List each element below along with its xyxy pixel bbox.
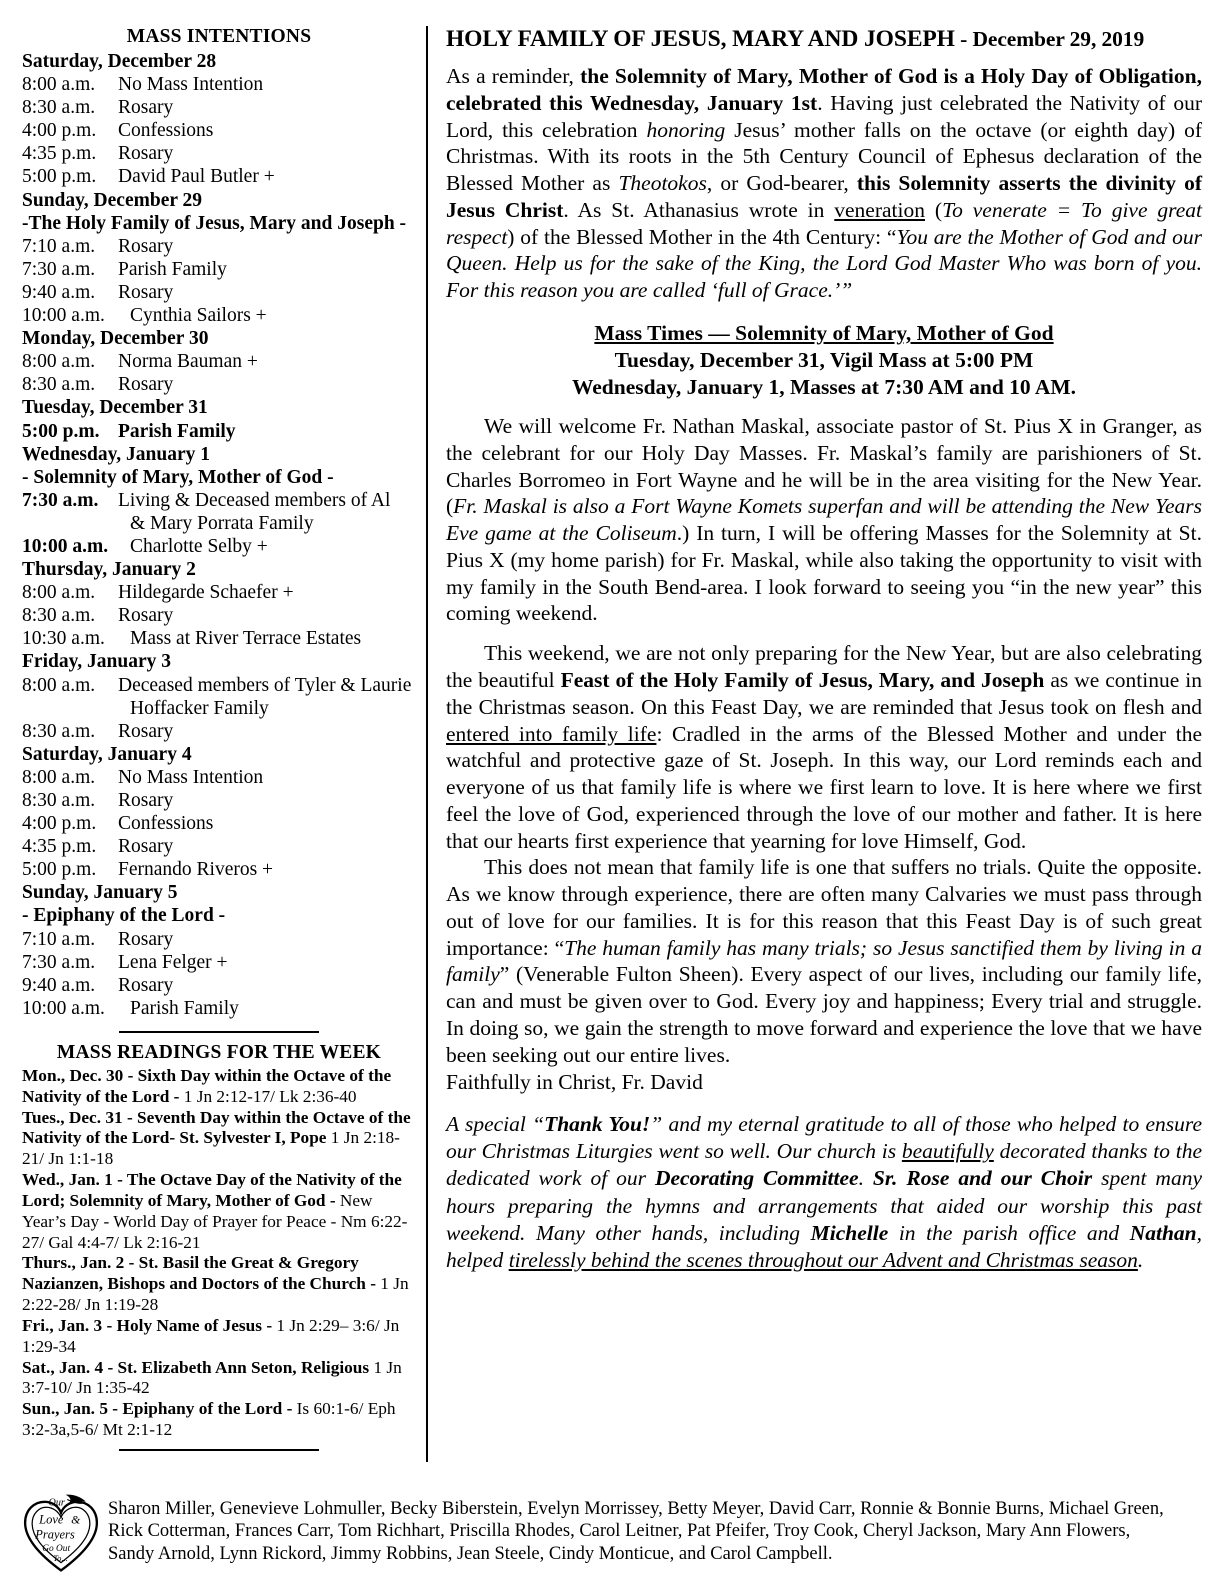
mass-intention-time: 5:00 p.m. [22, 166, 97, 188]
mass-reading-title: Fri., Jan. 3 - Holy Name of Jesus - [22, 1315, 277, 1335]
prayer-name-line: Sharon Miller, Genevieve Lohmuller, Becky Biberstein, Evelyn Morrissey, Betty Meyer, David Carr, Ronnie & Bonnie Burns, Michael Green, [108, 1499, 1164, 1519]
mass-intention-row [22, 604, 416, 627]
text-run: in the parish office and [888, 1220, 1130, 1245]
mass-intention-day-subtitle: - Solemnity of Mary, Mother of God - [22, 466, 334, 488]
mass-reading-item [22, 1358, 416, 1400]
paragraph-thank-you [446, 1111, 1202, 1273]
mass-times-line-2: Wednesday, January 1, Masses at 7:30 AM and 10 AM. [571, 375, 1077, 400]
mass-intention-row [22, 73, 416, 96]
mass-intention-description: Charlotte Selby + [130, 535, 268, 557]
mass-intention-description: Rosary [118, 974, 174, 996]
mass-intention-description: Confessions [118, 120, 214, 142]
text-run: .) In turn, I will be offering Masses for the Solemnity at St. Pius X (my home parish) for Fr. Maskal, while also taking the opportunity to visit with my family in the South Bend-area. I look forward to seeing you “in the new year” this coming weekend. [446, 521, 1202, 626]
text-run: : Cradled in the arms of the Blessed Mother and under the watchful and protective gaze of St. Joseph. In this way, our Lord reminds each and everyone of us that family life is where we first learn to love. It is here where we first feel the love of God, experienced through the love of our mother and father. It is here that our hearts first experience that yearning for love Himself, God. [446, 721, 1202, 853]
text-run: As a reminder, [446, 64, 581, 88]
mass-reading-title: Sat., Jan. 4 - St. Elizabeth Ann Seton, Religious [22, 1357, 374, 1377]
text-run: ” and my eternal gratitude to all of those who helped to ensure our Christmas Liturgies went so well. Our church is [446, 1112, 1202, 1164]
masthead [446, 26, 1202, 53]
mass-intention-description: Rosary [118, 720, 174, 742]
mass-intention-day-heading: Thursday, January 2 [22, 559, 196, 581]
logo-text-love: Love [39, 1512, 64, 1527]
text-run: , or God-bearer, [706, 171, 857, 196]
mass-intention-description: Lena Felger + [118, 951, 228, 973]
prayer-name-line: Rick Cotterman, Frances Carr, Tom Richhart, Priscilla Rhodes, Carol Leitner, Pat Pfeifer, Troy Cook, Cheryl Jackson, Mary Ann Flowers, [108, 1521, 1131, 1542]
text-run: Thank You! [544, 1112, 651, 1137]
mass-intention-day-subtitle: -The Holy Family of Jesus, Mary and Joseph - [22, 212, 407, 234]
mass-intention-day-subtitle: - Epiphany of the Lord - [22, 905, 226, 927]
mass-reading-item [22, 1253, 416, 1315]
mass-intention-time: 8:30 a.m. [22, 790, 96, 811]
mass-intention-row [22, 928, 416, 951]
mass-reading-item [22, 1170, 416, 1253]
mass-intention-description: Deceased members of Tyler & Laurie [118, 674, 412, 696]
text-run: this Solemnity asserts the divinity of Jesus Christ [446, 171, 1203, 222]
mass-intention-day-heading: Tuesday, December 31 [22, 397, 208, 419]
mass-intention-time: 4:35 p.m. [22, 836, 97, 858]
text-run: Jesus’ mother falls on the octave (or eighth day) of Christmas. With its roots in the 5th Century Council of Ephesus declaration of the Blessed Mother as [446, 117, 1202, 196]
mass-intention-time: 7:30 a.m. [22, 489, 99, 511]
mass-intention-description: Parish Family [118, 258, 227, 280]
mass-intention-description: Hildegarde Schaefer + [118, 582, 294, 604]
mass-intention-description: Rosary [118, 790, 174, 811]
pastor-signature: Faithfully in Christ, Fr. David [446, 1069, 703, 1094]
text-run: Feast of the Holy Family of Jesus, Mary, and Joseph [560, 668, 1045, 693]
text-run: A special “ [446, 1112, 545, 1137]
mass-intention-description: Rosary [118, 97, 174, 119]
mass-intention-time: 10:00 a.m. [22, 997, 105, 1019]
section-divider-rule [119, 1031, 319, 1033]
prayer-list-footer [22, 1492, 1202, 1574]
text-run: Nathan [1129, 1220, 1197, 1245]
mass-intention-description: David Paul Butler + [118, 166, 275, 188]
mass-intention-time: 4:00 p.m. [22, 813, 97, 835]
mass-intention-description: No Mass Intention [118, 766, 264, 788]
mass-intention-row [22, 627, 416, 650]
mass-intention-row [22, 165, 416, 188]
mass-intention-description: Norma Bauman + [118, 351, 258, 373]
mass-intention-description: Rosary [118, 836, 174, 858]
mass-intention-description-continued: & Mary Porrata Family [130, 512, 314, 534]
mass-intention-day-heading: Sunday, December 29 [22, 189, 203, 211]
column-divider [426, 26, 428, 1462]
logo-text-our: Our [48, 1497, 65, 1509]
mass-reading-citation: 1 Jn 3:7-10/ Jn 1:35-42 [22, 1357, 402, 1398]
mass-intention-row [22, 720, 416, 743]
mass-reading-citation: 1 Jn 2:22-28/ Jn 1:19-28 [22, 1274, 409, 1315]
paragraph-solemnity-reminder [446, 63, 1202, 304]
mass-intention-row [22, 420, 416, 443]
mass-reading-title: Tues., Dec. 31 - Seventh Day within the Octave of the Nativity of the Lord- St. Sylvester I, Pope [22, 1107, 411, 1148]
text-run: . As St. Athanasius wrote in [563, 197, 835, 222]
text-run: Sr. Rose and our Choir [872, 1166, 1093, 1191]
mass-intention-description: Rosary [118, 143, 174, 165]
mass-intention-description: Rosary [118, 928, 174, 950]
mass-reading-title: Wed., Jan. 1 - The Octave Day of the Nativity of the Lord; Solemnity of Mary, Mother of God - [22, 1170, 402, 1210]
mass-intention-description: Parish Family [118, 420, 236, 442]
mass-readings-list [22, 1066, 416, 1441]
text-run: Decorating Committee [654, 1166, 859, 1191]
mass-reading-citation: New Year’s Day - World Day of Prayer for Peace - Nm 6:22-27/ Gal 4:4-7/ Lk 2:16-21 [22, 1190, 408, 1252]
text-run: This does not mean that family life is one that suffers no trials. Quite the opposite. As we know through experience, there are often many Calvaries we must pass through out of love for our families. It is for this reason that this Feast Day is of such great importance: “ [446, 855, 1202, 960]
mass-intention-day-heading: Wednesday, January 1 [22, 443, 211, 465]
mass-intention-time: 8:30 a.m. [22, 720, 96, 742]
mass-intention-time: 7:30 a.m. [22, 951, 96, 973]
text-run: . [1137, 1247, 1144, 1272]
mass-intention-row [22, 997, 416, 1020]
mass-intention-time: 8:00 a.m. [22, 74, 96, 96]
mass-intention-time: 5:00 p.m. [22, 859, 97, 881]
mass-reading-item [22, 1399, 416, 1441]
mass-intention-description: Rosary [118, 374, 174, 396]
mass-reading-title: Thurs., Jan. 2 - St. Basil the Great & Gregory Nazianzen, Bishops and Doctors of the Church - [22, 1253, 381, 1294]
mass-intention-time: 7:10 a.m. [22, 928, 96, 950]
text-run: ( [925, 197, 943, 222]
mass-reading-citation: 1 Jn 2:29– 3:6/ Jn 1:29-34 [22, 1315, 400, 1356]
mass-intention-row [22, 304, 416, 327]
mass-intention-time: 9:40 a.m. [22, 281, 96, 303]
mass-intention-row [22, 974, 416, 997]
text-run: You are the Mother of God and our Queen. Help us for the sake of the King, the Lord God Master Who was born of you. For this reason you are called ‘full of Grace.’” [446, 224, 1202, 303]
logo-text-go-out: Go Out [42, 1543, 71, 1554]
mass-intention-day-heading: Sunday, January 5 [22, 882, 178, 904]
mass-intention-row [22, 951, 416, 974]
paragraph-family-trials [446, 854, 1202, 1068]
masthead-title: HOLY FAMILY OF JESUS, MARY AND JOSEPH [446, 26, 955, 52]
text-run: the Solemnity of Mary, Mother of God is a Holy Day of Obligation, celebrated this Wednesday, January 1st [446, 64, 1202, 115]
mass-times-line-1: Tuesday, December 31, Vigil Mass at 5:00 PM [614, 347, 1034, 372]
mass-intention-row [22, 350, 416, 373]
mass-intention-row [22, 674, 416, 697]
mass-intention-time: 10:00 a.m. [22, 305, 105, 327]
mass-reading-item [22, 1066, 416, 1108]
text-run: veneration [834, 197, 926, 222]
text-run: The human family has many trials; so Jesus sanctified them by living in a family [446, 935, 1202, 987]
mass-intention-time: 4:35 p.m. [22, 143, 97, 165]
mass-intention-row [22, 258, 416, 281]
mass-intention-description: No Mass Intention [118, 74, 264, 96]
text-run: We will welcome Fr. Nathan Maskal, associate pastor of St. Pius X in Granger, as the celebrant for our Holy Day Masses. Fr. Maskal’s family are parishioners of St. Charles Borromeo in Fort Wayne and he will be in the area visiting for the New Year. ( [446, 414, 1202, 519]
text-run: beautifully [901, 1139, 994, 1164]
text-run: ” (Venerable Fulton Sheen). Every aspect of our lives, including our family life, can and must be given over to God. Every joy and happiness; Every trial and struggle. In doing so, we gain the strength to move forward and experience the love that we have been seeking out our entire lives. [446, 962, 1202, 1067]
mass-intention-time: 8:30 a.m. [22, 97, 96, 119]
mass-times-heading: Mass Times — Solemnity of Mary, Mother of God [594, 320, 1054, 345]
mass-intention-row [22, 489, 416, 512]
mass-intention-day-heading: Saturday, December 28 [22, 51, 217, 72]
logo-text-prayers: Prayers [35, 1527, 75, 1542]
mass-intention-description: Rosary [118, 281, 174, 303]
mass-intention-description: Rosary [118, 605, 174, 627]
text-run: spent many hours preparing the hymns and arrangements that aided our worship this past weekend. Many other hands, including [446, 1166, 1203, 1245]
mass-intention-row [22, 119, 416, 142]
mass-intention-row [22, 373, 416, 396]
mass-intention-time: 8:00 a.m. [22, 351, 96, 373]
mass-intention-description: Parish Family [130, 997, 239, 1019]
mass-reading-item [22, 1316, 416, 1358]
right-column [442, 26, 1202, 1274]
mass-intention-row [22, 581, 416, 604]
mass-intention-description-continued: Hoffacker Family [130, 697, 269, 719]
mass-intention-time: 8:00 a.m. [22, 674, 96, 696]
mass-intention-time: 10:00 a.m. [22, 535, 109, 557]
mass-intention-row [22, 835, 416, 858]
mass-reading-citation: Is 60:1-6/ Eph 3:2-3a,5-6/ Mt 2:1-12 [22, 1399, 396, 1440]
paragraph-holy-family-feast [446, 640, 1202, 854]
text-run: decorated thanks to the dedicated work of our [446, 1139, 1202, 1191]
masthead-date: - December 29, 2019 [954, 27, 1145, 51]
mass-intention-day-heading: Saturday, January 4 [22, 743, 192, 765]
text-run: To venerate = To give great respect [446, 197, 1202, 249]
mass-readings-title: MASS READINGS FOR THE WEEK [56, 1041, 382, 1063]
mass-intention-row [22, 235, 416, 258]
mass-intention-time: 4:00 p.m. [22, 120, 97, 142]
mass-intention-row [22, 766, 416, 789]
text-run: tirelessly behind the scenes throughout our Advent and Christmas season [508, 1247, 1138, 1272]
mass-intention-description: Confessions [118, 813, 214, 835]
mass-intentions-list [22, 50, 416, 1020]
mass-intention-description: Mass at River Terrace Estates [130, 628, 362, 650]
mass-intention-row [22, 789, 416, 812]
text-run: entered into family life [446, 721, 657, 746]
text-run: Fr. Maskal is also a Fort Wayne Komets superfan and will be attending the New Years Eve game at the Coliseum [446, 494, 1202, 546]
mass-reading-title: Mon., Dec. 30 - Sixth Day within the Octave of the Nativity of the Lord - [22, 1065, 392, 1106]
mass-intention-description: Living & Deceased members of Al [118, 489, 391, 511]
text-run: Michelle [810, 1220, 889, 1245]
text-run: , helped [446, 1220, 1202, 1272]
mass-intention-time: 8:30 a.m. [22, 605, 96, 627]
mass-intention-time: 8:30 a.m. [22, 374, 96, 396]
mass-intention-row [22, 535, 416, 558]
two-column-layout [22, 26, 1202, 1462]
prayer-name-line: Sandy Arnold, Lynn Rickord, Jimmy Robbins, Jean Steele, Cindy Monticue, and Carol Campbell. [108, 1543, 833, 1564]
bottom-divider-rule [119, 1449, 319, 1451]
left-column [22, 26, 426, 1451]
mass-reading-item [22, 1108, 416, 1170]
mass-intention-time: 7:30 a.m. [22, 258, 96, 280]
mass-intentions-title: MASS INTENTIONS [126, 26, 312, 47]
mass-intention-row [22, 281, 416, 304]
text-run: . Having just celebrated the Nativity of our Lord, this celebration [446, 90, 1202, 142]
mass-intention-time: 10:30 a.m. [22, 628, 105, 650]
mass-intention-time: 8:00 a.m. [22, 582, 96, 604]
mass-intention-row [22, 96, 416, 119]
text-run: honoring [646, 117, 726, 142]
mass-intention-description: Cynthia Sailors + [130, 305, 267, 327]
mass-intention-day-heading: Monday, December 30 [22, 328, 209, 350]
mass-intention-description: Fernando Riveros + [118, 859, 274, 881]
text-run: Theotokos [618, 171, 707, 196]
mass-reading-citation: 1 Jn 2:12-17/ Lk 2:36-40 [183, 1086, 357, 1106]
mass-intention-row [22, 142, 416, 165]
text-run: as we continue in the Christmas season. On this Feast Day, we are reminded that Jesus took on flesh and [446, 668, 1202, 719]
love-and-prayers-heart-logo [22, 1492, 100, 1574]
mass-intention-time: 8:00 a.m. [22, 766, 96, 788]
mass-intention-day-heading: Friday, January 3 [22, 651, 171, 673]
logo-text-to: To... [53, 1553, 68, 1564]
prayer-names-text [108, 1492, 1202, 1565]
logo-text-amp: & [71, 1513, 81, 1527]
mass-intention-description: Rosary [118, 235, 174, 257]
text-run: . [858, 1166, 873, 1191]
mass-intention-row [22, 812, 416, 835]
mass-reading-citation: 1 Jn 2:18-21/ Jn 1:1-18 [22, 1128, 400, 1169]
mass-intention-row [22, 858, 416, 881]
mass-reading-title: Sun., Jan. 5 - Epiphany of the Lord - [22, 1399, 297, 1419]
mass-times-block [446, 320, 1202, 401]
mass-intention-time: 9:40 a.m. [22, 974, 96, 996]
text-run: This weekend, we are not only preparing for the New Year, but are also celebrating the beautiful [446, 641, 1202, 693]
mass-intention-time: 7:10 a.m. [22, 235, 96, 257]
mass-intention-time: 5:00 p.m. [22, 420, 100, 442]
text-run: ) of the Blessed Mother in the 4th Century: “ [507, 224, 897, 249]
paragraph-guest-celebrant [446, 413, 1202, 627]
